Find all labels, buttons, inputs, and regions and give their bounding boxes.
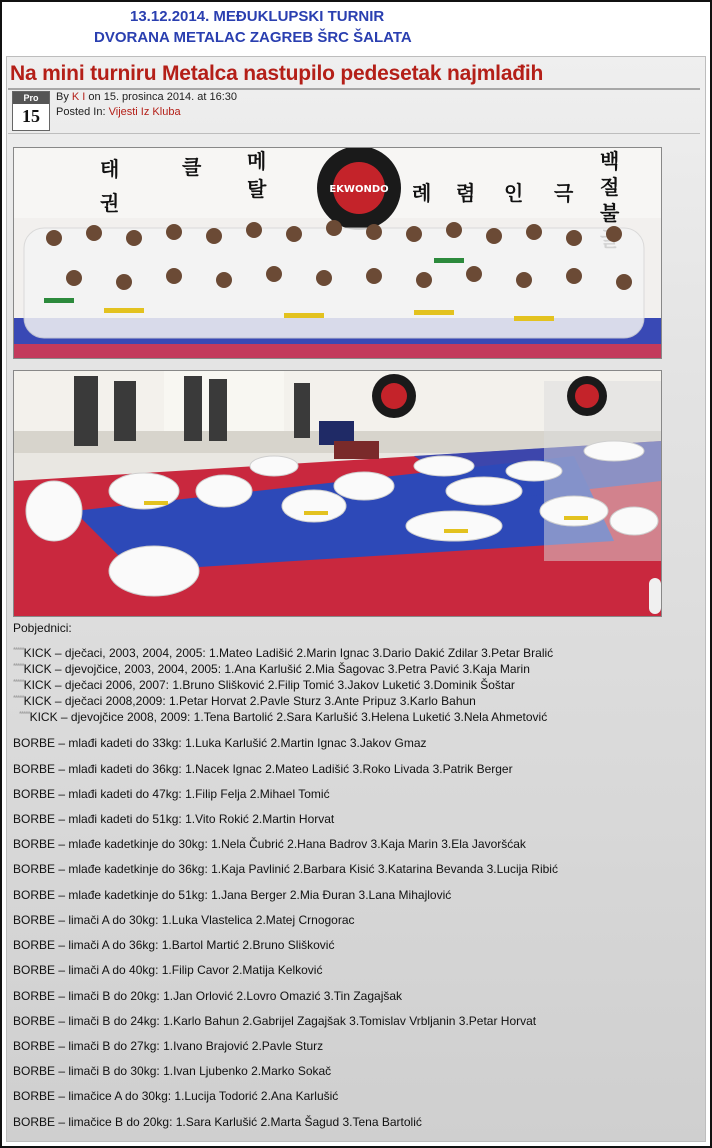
banner-char: 권 <box>100 191 120 215</box>
byline <box>56 91 237 103</box>
kick-result-text: KICK – djevojčice, 2003, 2004, 2005: 1.Ana Karlušić 2.Mia Šagovac 3.Petra Pavić 3.Kaja Marin <box>23 662 530 676</box>
borbe-result-line: BORBE – mlađe kadetkinje do 51kg: 1.Jana Berger 2.Mia Đuran 3.Lana Mihajlović <box>13 888 452 902</box>
kick-result-line <box>13 694 476 708</box>
group-photo <box>13 147 662 359</box>
posted-date: on 15. prosinca 2014. at 16:30 <box>88 91 238 103</box>
borbe-result-line: BORBE – limači B do 20kg: 1.Jan Orlović 2.Lovro Omazić 3.Tin Zagajšak <box>13 989 403 1003</box>
borbe-result-line: BORBE – limačice A do 30kg: 1.Lucija Todorić 2.Ana Karlušić <box>13 1089 339 1103</box>
banner-char: 백 <box>600 149 620 173</box>
bullet-stars: ***** <box>13 646 24 655</box>
date-badge <box>12 91 50 131</box>
kick-result-line <box>13 646 553 660</box>
borbe-result-line: BORBE – mlađi kadeti do 33kg: 1.Luka Karlušić 2.Martin Ignac 3.Jakov Gmaz <box>13 736 427 750</box>
category-link[interactable]: Vijesti Iz Kluba <box>108 106 181 118</box>
bullet-stars: ***** <box>13 662 24 671</box>
header-date-line: 13.12.2014. MEĐUKLUPSKI TURNIR <box>130 8 385 25</box>
kick-result-line <box>13 678 515 692</box>
borbe-result-line: BORBE – limači B do 27kg: 1.Ivano Brajović 2.Pavle Sturz <box>13 1039 324 1053</box>
kick-result-text: KICK – djevojčice 2008, 2009: 1.Tena Bartolić 2.Sara Karlušić 3.Helena Luketić 3.Nela Ahmetović <box>29 710 548 724</box>
title-divider <box>8 88 700 90</box>
banner-char: 불 <box>600 201 620 225</box>
banner-char: 극 <box>554 181 574 205</box>
meta-divider <box>8 133 700 134</box>
winners-label: Pobjednici: <box>13 621 72 635</box>
posted-in <box>56 106 181 118</box>
wheel-text: EKWONDO <box>329 184 389 195</box>
bullet-stars: ***** <box>19 710 30 719</box>
banner-char: 례 <box>412 181 432 205</box>
hall-photo <box>13 370 662 617</box>
kick-result-text: KICK – dječaci 2006, 2007: 1.Bruno Slišković 2.Filip Tomić 3.Jakov Luketić 3.Dominik Šoštar <box>23 678 515 692</box>
posted-in-label: Posted In: <box>56 106 106 118</box>
kick-result-text: KICK – dječaci, 2003, 2004, 2005: 1.Mateo Ladišić 2.Marin Ignac 3.Dario Dakić Zdilar 3.Petar Bralić <box>23 646 554 660</box>
borbe-result-line: BORBE – limačice B do 20kg: 1.Sara Karlušić 2.Marta Šagud 3.Tena Bartolić <box>13 1115 422 1129</box>
borbe-result-line: BORBE – limači B do 30kg: 1.Ivan Ljubenko 2.Marko Sokač <box>13 1064 332 1078</box>
article-title[interactable]: Na mini turniru Metalca nastupilo pedesetak najmlađih <box>10 62 544 85</box>
banner-char: 클 <box>182 155 202 179</box>
borbe-result-line: BORBE – mlađi kadeti do 47kg: 1.Filip Felja 2.Mihael Tomić <box>13 787 330 801</box>
photo-edge <box>649 578 661 614</box>
date-day: 15 <box>22 106 40 126</box>
banner-char: 인 <box>504 181 524 205</box>
byline-prefix: By <box>56 91 69 103</box>
header-venue-line: DVORANA METALAC ZAGREB ŠRC ŠALATA <box>94 29 412 46</box>
bullet-stars: ***** <box>13 694 24 703</box>
kick-result-line <box>13 662 530 676</box>
borbe-result-line: BORBE – limači A do 36kg: 1.Bartol Martić 2.Bruno Slišković <box>13 938 335 952</box>
banner-char: 메 <box>247 149 267 173</box>
banner-char: 절 <box>600 175 620 199</box>
banner-char: 탈 <box>247 177 267 201</box>
borbe-result-line: BORBE – mlađi kadeti do 51kg: 1.Vito Rokić 2.Martin Horvat <box>13 812 335 826</box>
kick-result-line <box>19 710 547 724</box>
bullet-stars: ***** <box>13 678 24 687</box>
banner-char: 태 <box>100 157 120 181</box>
borbe-result-line: BORBE – limači A do 30kg: 1.Luka Vlastelica 2.Matej Crnogorac <box>13 913 355 927</box>
banner-char: 렴 <box>456 181 476 205</box>
borbe-result-line: BORBE – mlađe kadetkinje do 30kg: 1.Nela Čubrić 2.Hana Badrov 3.Kaja Marin 3.Ela Javoršćak <box>13 837 526 851</box>
borbe-result-line: BORBE – limači B do 24kg: 1.Karlo Bahun 2.Gabrijel Zagajšak 3.Tomislav Vrbljanin 3.Petar Horvat <box>13 1014 537 1028</box>
kick-result-text: KICK – dječaci 2008,2009: 1.Petar Horvat 2.Pavle Sturz 3.Ante Pripuz 3.Karlo Bahun <box>23 694 476 708</box>
borbe-result-line: BORBE – limači A do 40kg: 1.Filip Cavor 2.Matija Kelković <box>13 963 323 977</box>
date-month: Pro <box>13 92 49 104</box>
borbe-result-line: BORBE – mlađi kadeti do 36kg: 1.Nacek Ignac 2.Mateo Ladišić 3.Roko Livada 3.Patrik Berger <box>13 762 513 776</box>
borbe-result-line: BORBE – mlađe kadetkinje do 36kg: 1.Kaja Pavlinić 2.Barbara Kisić 3.Katarina Bevanda 3.Lucija Ribić <box>13 862 558 876</box>
author-link[interactable]: K I <box>71 91 86 103</box>
